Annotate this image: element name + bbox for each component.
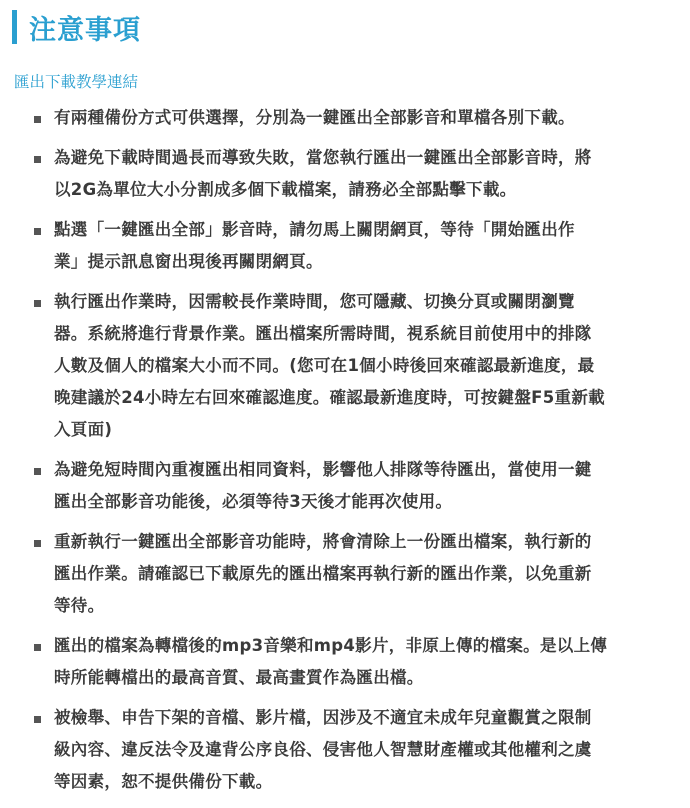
list-item: [0, 216, 690, 280]
list-item-text-line: 點選「一鍵匯出全部」影音時，請勿馬上關閉網頁，等待「開始匯出作: [54, 220, 575, 239]
bullet-icon: [34, 228, 41, 235]
list-item: [0, 104, 690, 136]
list-item-text-line: 級內容、違反法令及違背公序良俗、侵害他人智慧財產權或其他權利之虞: [54, 740, 592, 759]
list-item-text-line: 以2G為單位大小分割成多個下載檔案，請務必全部點擊下載。: [54, 180, 517, 199]
list-item-text-line: 晚建議於24小時左右回來確認進度。確認最新進度時，可按鍵盤F5重新載: [54, 388, 605, 407]
title-accent-bar: [12, 10, 17, 44]
list-item-text-line: 重新執行一鍵匯出全部影音功能時，將會清除上一份匯出檔案，執行新的: [54, 532, 592, 551]
bullet-icon: [34, 644, 41, 651]
list-item: [0, 456, 690, 520]
list-item-text-line: 等因素，恕不提供備份下載。: [54, 772, 273, 791]
list-item-text-line: 為避免下載時間過長而導致失敗，當您執行匯出一鍵匯出全部影音時，將: [54, 148, 592, 167]
list-item-text-line: 執行匯出作業時，因需較長作業時間，您可隱藏、切換分頁或關閉瀏覽: [54, 292, 575, 311]
tutorial-link[interactable]: 匯出下載教學連結: [14, 73, 139, 91]
list-item-text-line: 匯出的檔案為轉檔後的mp3音樂和mp4影片，非原上傳的檔案。是以上傳: [54, 636, 608, 655]
list-item: [0, 528, 690, 624]
bullet-icon: [34, 156, 41, 163]
list-item: [0, 288, 690, 448]
list-item-text-line: 業」提示訊息窗出現後再關閉網頁。: [54, 252, 323, 271]
list-item-text-line: 有兩種備份方式可供選擇，分別為一鍵匯出全部影音和單檔各別下載。: [54, 108, 575, 127]
list-item-text-line: 人數及個人的檔案大小而不同。(您可在1個小時後回來確認最新進度，最: [54, 356, 595, 375]
list-item: [0, 704, 690, 800]
list-item-text-line: 入頁面): [54, 420, 113, 439]
list-item-text-line: 匯出作業。請確認已下載原先的匯出檔案再執行新的匯出作業，以免重新: [54, 564, 592, 583]
list-item-text-line: 器。系統將進行背景作業。匯出檔案所需時間，視系統目前使用中的排隊: [54, 324, 592, 343]
notice-list: [0, 104, 690, 808]
list-item-text-line: 等待。: [54, 596, 105, 615]
bullet-icon: [34, 540, 41, 547]
list-item-text-line: 匯出全部影音功能後，必須等待3天後才能再次使用。: [54, 492, 453, 511]
bullet-icon: [34, 116, 41, 123]
page-title: 注意事項: [29, 14, 141, 46]
bullet-icon: [34, 468, 41, 475]
list-item-text-line: 被檢舉、申告下架的音檔、影片檔，因涉及不適宜未成年兒童觀賞之限制: [54, 708, 592, 727]
list-item-text-line: 時所能轉檔出的最高音質、最高畫質作為匯出檔。: [54, 668, 424, 687]
list-item: [0, 144, 690, 208]
bullet-icon: [34, 300, 41, 307]
section-header: [12, 8, 141, 46]
list-item: [0, 632, 690, 696]
list-item-text-line: 為避免短時間內重複匯出相同資料，影響他人排隊等待匯出，當使用一鍵: [54, 460, 592, 479]
bullet-icon: [34, 716, 41, 723]
